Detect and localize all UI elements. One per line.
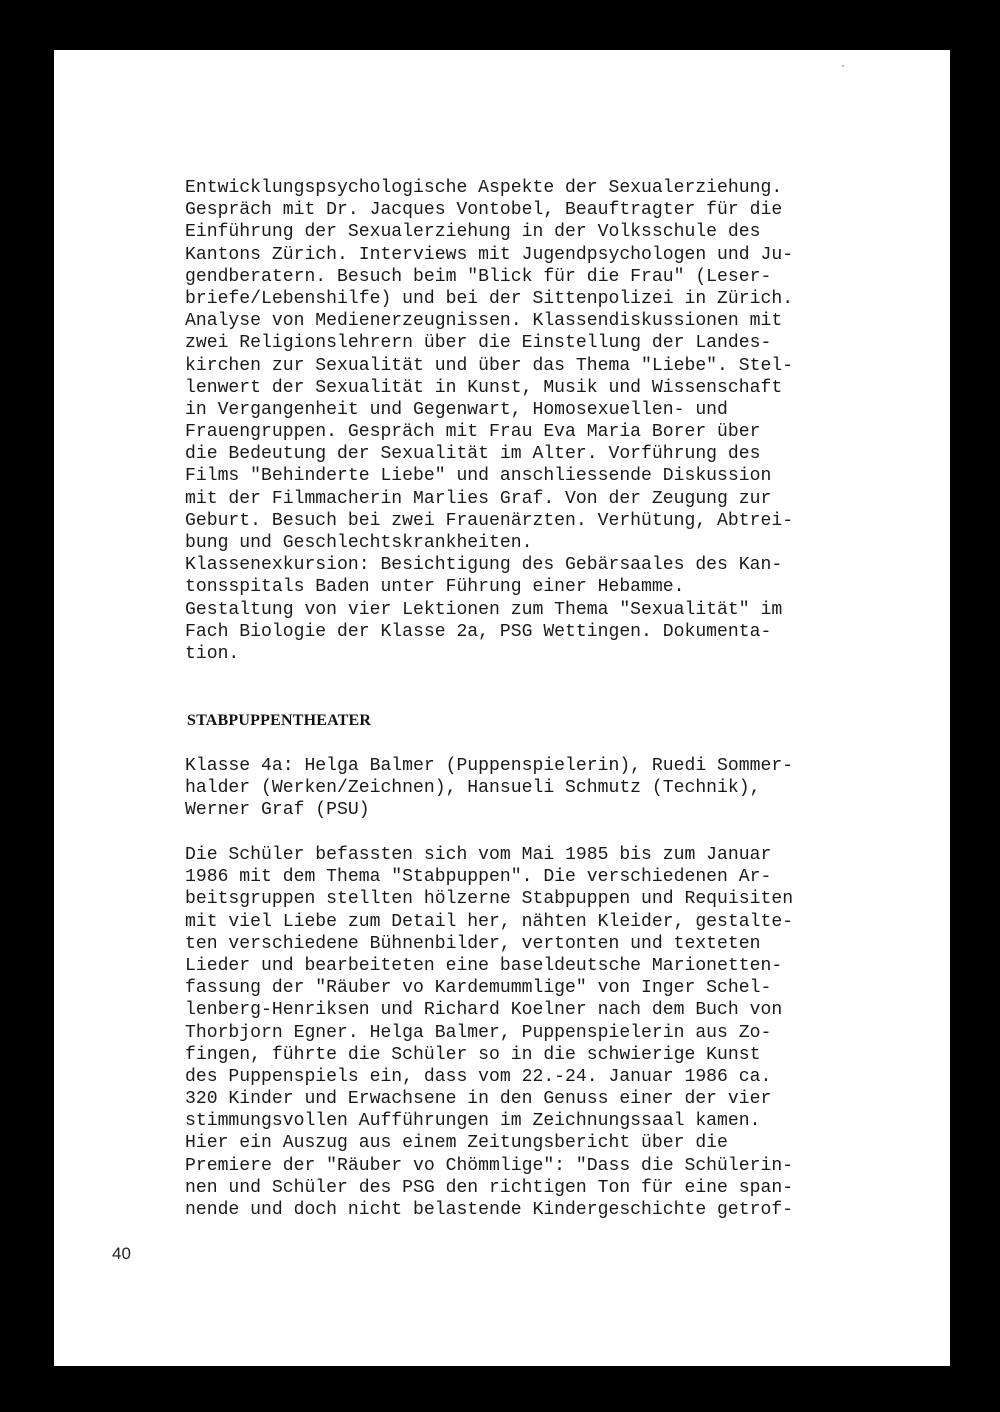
text-line: Werner Graf (PSU)	[185, 800, 370, 821]
text-line: Die Schüler befassten sich vom Mai 1985 bis zum Januar	[185, 845, 772, 865]
text-line: tion.	[185, 643, 240, 664]
text-line: Frauengruppen. Gespräch mit Frau Eva Maria Borer über	[185, 422, 761, 443]
text-line: stimmungsvollen Aufführungen im Zeichnungssaal kamen.	[185, 1111, 761, 1132]
paragraph-participants	[185, 755, 793, 822]
text-line: Premiere der "Räuber vo Chömmlige": "Dass die Schülerin-	[185, 1155, 794, 1176]
section-heading: STABPUPPENTHEATER	[187, 712, 372, 729]
scan-speck	[842, 65, 844, 67]
text-line: kirchen zur Sexualität und über das Thema "Liebe". Stel-	[185, 355, 794, 376]
paragraph-sexualerziehung	[185, 177, 793, 665]
text-line: bung und Geschlechtskrankheiten.	[185, 533, 533, 553]
text-line: Fach Biologie der Klasse 2a, PSG Wettingen. Dokumenta-	[185, 621, 772, 642]
text-line: halder (Werken/Zeichnen), Hansueli Schmutz (Technik),	[185, 778, 761, 799]
text-line: Einführung der Sexualerziehung in der Volksschule des	[185, 222, 761, 243]
text-line: Analyse von Medienerzeugnissen. Klassendiskussionen mit	[185, 311, 783, 332]
text-line: lenwert der Sexualität in Kunst, Musik und Wissenschaft	[185, 377, 783, 398]
text-line: mit der Filmmacherin Marlies Graf. Von der Zeugung zur	[185, 488, 772, 509]
text-line: in Vergangenheit und Gegenwart, Homosexuellen- und	[185, 399, 728, 420]
text-line: 1986 mit dem Thema "Stabpuppen". Die verschiedenen Ar-	[185, 867, 772, 888]
text-line: nende und doch nicht belastende Kindergeschichte getrof-	[185, 1200, 794, 1220]
text-line: briefe/Lebenshilfe) und bei der Sittenpolizei in Zürich.	[185, 288, 794, 309]
text-line: ten verschiedene Bühnenbilder, vertonten und texteten	[185, 933, 761, 954]
text-line: Entwicklungspsychologische Aspekte der Sexualerziehung.	[185, 178, 783, 198]
text-line: Geburt. Besuch bei zwei Frauenärzten. Verhütung, Abtrei-	[185, 510, 794, 531]
text-line: mit viel Liebe zum Detail her, nähten Kleider, gestalte-	[185, 911, 794, 932]
text-line: die Bedeutung der Sexualität im Alter. Vorführung des	[185, 444, 761, 465]
text-line: fassung der "Räuber vo Kardemummlige" von Inger Schel-	[185, 978, 772, 999]
document-page	[54, 50, 950, 1366]
page-number: 40	[112, 1244, 131, 1263]
paragraph-stabpuppen	[185, 844, 793, 1221]
text-line: Gestaltung von vier Lektionen zum Thema "Sexualität" im	[185, 599, 783, 620]
text-line: nen und Schüler des PSG den richtigen Ton für eine span-	[185, 1177, 794, 1198]
text-line: Hier ein Auszug aus einem Zeitungsbericht über die	[185, 1133, 728, 1154]
text-line: beitsgruppen stellten hölzerne Stabpuppen und Requisiten	[185, 889, 794, 910]
text-line: 320 Kinder und Erwachsene in den Genuss einer der vier	[185, 1089, 772, 1110]
text-line: fingen, führte die Schüler so in die schwierige Kunst	[185, 1044, 761, 1065]
text-line: tonsspitals Baden unter Führung einer Hebamme.	[185, 577, 685, 598]
text-line: Gespräch mit Dr. Jacques Vontobel, Beauftragter für die	[185, 200, 783, 221]
text-line: Lieder und bearbeiteten eine baseldeutsche Marionetten-	[185, 955, 783, 976]
text-line: Kantons Zürich. Interviews mit Jugendpsychologen und Ju-	[185, 244, 794, 265]
text-line: Klassenexkursion: Besichtigung des Gebärsaales des Kan-	[185, 555, 783, 576]
text-line: des Puppenspiels ein, dass vom 22.-24. Januar 1986 ca.	[185, 1066, 772, 1087]
text-line: zwei Religionslehrern über die Einstellung der Landes-	[185, 333, 772, 354]
text-line: Thorbjorn Egner. Helga Balmer, Puppenspielerin aus Zo-	[185, 1022, 772, 1043]
text-line: lenberg-Henriksen und Richard Koelner nach dem Buch von	[185, 1000, 783, 1021]
text-line: Films "Behinderte Liebe" und anschliessende Diskussion	[185, 466, 772, 487]
text-line: Klasse 4a: Helga Balmer (Puppenspielerin), Ruedi Sommer-	[185, 756, 794, 776]
text-line: gendberatern. Besuch beim "Blick für die Frau" (Leser-	[185, 266, 772, 287]
